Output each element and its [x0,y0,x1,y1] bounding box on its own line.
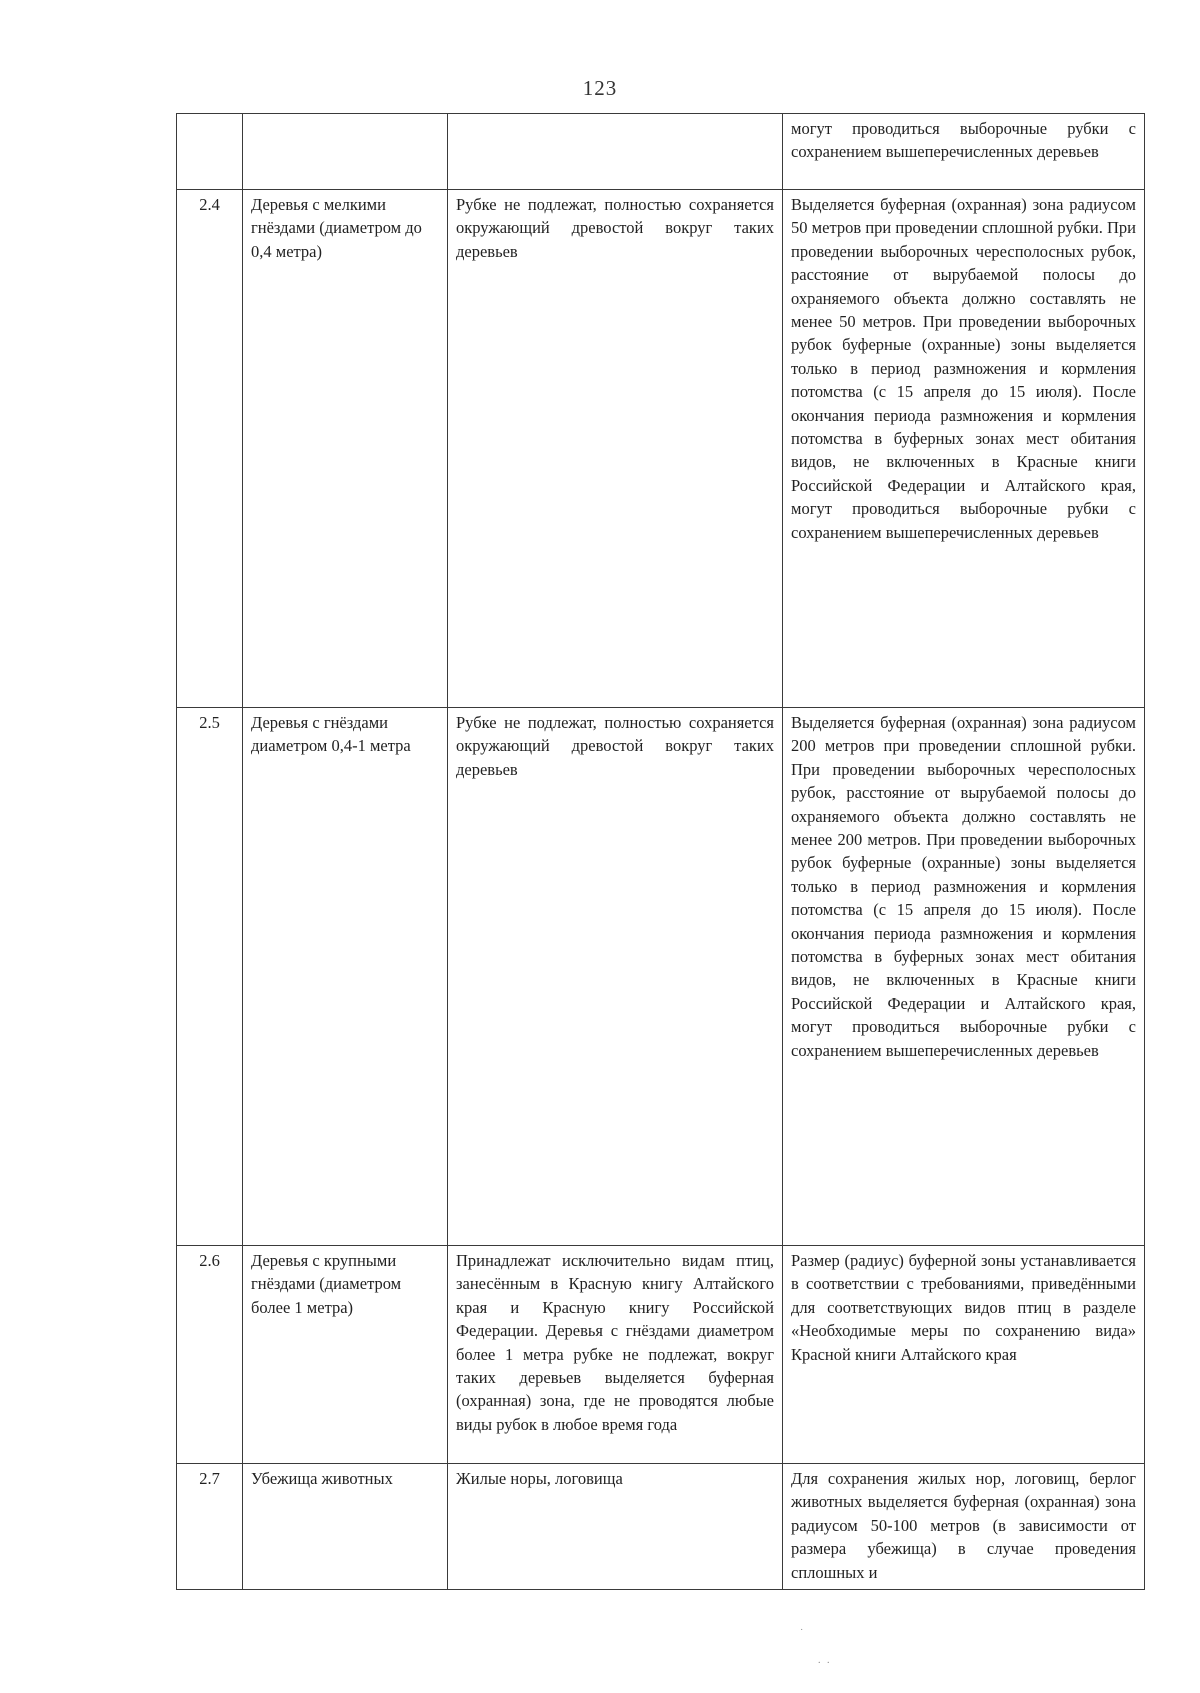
regime-cell: Жилые норы, логовища [448,1464,783,1590]
measures-cell: могут проводиться выборочные рубки с сохранением вышеперечисленных деревьев [783,114,1145,190]
measures-cell: Размер (радиус) буферной зоны устанавливается в соответствии с требованиями, приведёнными для соответствующих видов птиц в разделе «Необходимые меры по сохранению вида» Красной книги Алтайского края [783,1246,1145,1464]
row-number-cell: 2.7 [177,1464,243,1590]
table-row [177,708,1145,1246]
regime-cell: Принадлежат исключительно видам птиц, занесённым в Красную книгу Алтайского края и Красную книгу Российской Федерации. Деревья с гнёздами диаметром более 1 метра рубке не подлежат, вокруг таких деревьев выделяется буферная (охранная) зона, где не проводятся любые виды рубок в любое время года [448,1246,783,1464]
object-cell [243,114,448,190]
document-table [176,113,1145,1590]
measures-cell: Выделяется буферная (охранная) зона радиусом 50 метров при проведении сплошной рубки. При проведении выборочных чересполосных рубок, расстояние от вырубаемой полосы до охраняемого объекта должно составлять не менее 50 метров. При проведении выборочных рубок буферные (охранные) зоны выделяется только в период размножения и кормления потомства (с 15 апреля до 15 июля). После окончания периода размножения и кормления потомства в буферных зонах мест обитания видов, не включенных в Красные книги Российской Федерации и Алтайского края, могут проводиться выборочные рубки с сохранением вышеперечисленных деревьев [783,190,1145,708]
scan-speck: ˙ [800,1628,806,1639]
table-row [177,1464,1145,1590]
row-number-cell: 2.6 [177,1246,243,1464]
table-row [177,1246,1145,1464]
measures-cell: Для сохранения жилых нор, логовищ, берлог животных выделяется буферная (охранная) зона радиусом 50-100 метров (в зависимости от размера убежища) в случае проведения сплошных и [783,1464,1145,1590]
page-number: 123 [582,76,618,100]
row-number-cell: 2.5 [177,708,243,1246]
row-number-cell: 2.4 [177,190,243,708]
row-number-cell [177,114,243,190]
regime-cell: Рубке не подлежат, полностью сохраняется окружающий древостой вокруг таких деревьев [448,708,783,1246]
regime-cell: Рубке не подлежат, полностью сохраняется окружающий древостой вокруг таких деревьев [448,190,783,708]
table-row [177,114,1145,190]
object-cell: Деревья с мелкими гнёздами (диаметром до 0,4 метра) [243,190,448,708]
object-cell: Деревья с крупными гнёздами (диаметром более 1 метра) [243,1246,448,1464]
scan-speck: . . [818,1655,832,1666]
regime-cell [448,114,783,190]
object-cell: Убежища животных [243,1464,448,1590]
table-row [177,190,1145,708]
measures-cell: Выделяется буферная (охранная) зона радиусом 200 метров при проведении сплошной рубки. При проведении выборочных чересполосных рубок, расстояние от вырубаемой полосы до охраняемого объекта должно составлять не менее 200 метров. При проведении выборочных рубок буферные (охранные) зоны выделяется только в период размножения и кормления потомства (с 15 апреля до 15 июля). После окончания периода размножения и кормления потомства в буферных зонах мест обитания видов, не включенных в Красные книги Российской Федерации и Алтайского края, могут проводиться выборочные рубки с сохранением вышеперечисленных деревьев [783,708,1145,1246]
object-cell: Деревья с гнёздами диаметром 0,4-1 метра [243,708,448,1246]
